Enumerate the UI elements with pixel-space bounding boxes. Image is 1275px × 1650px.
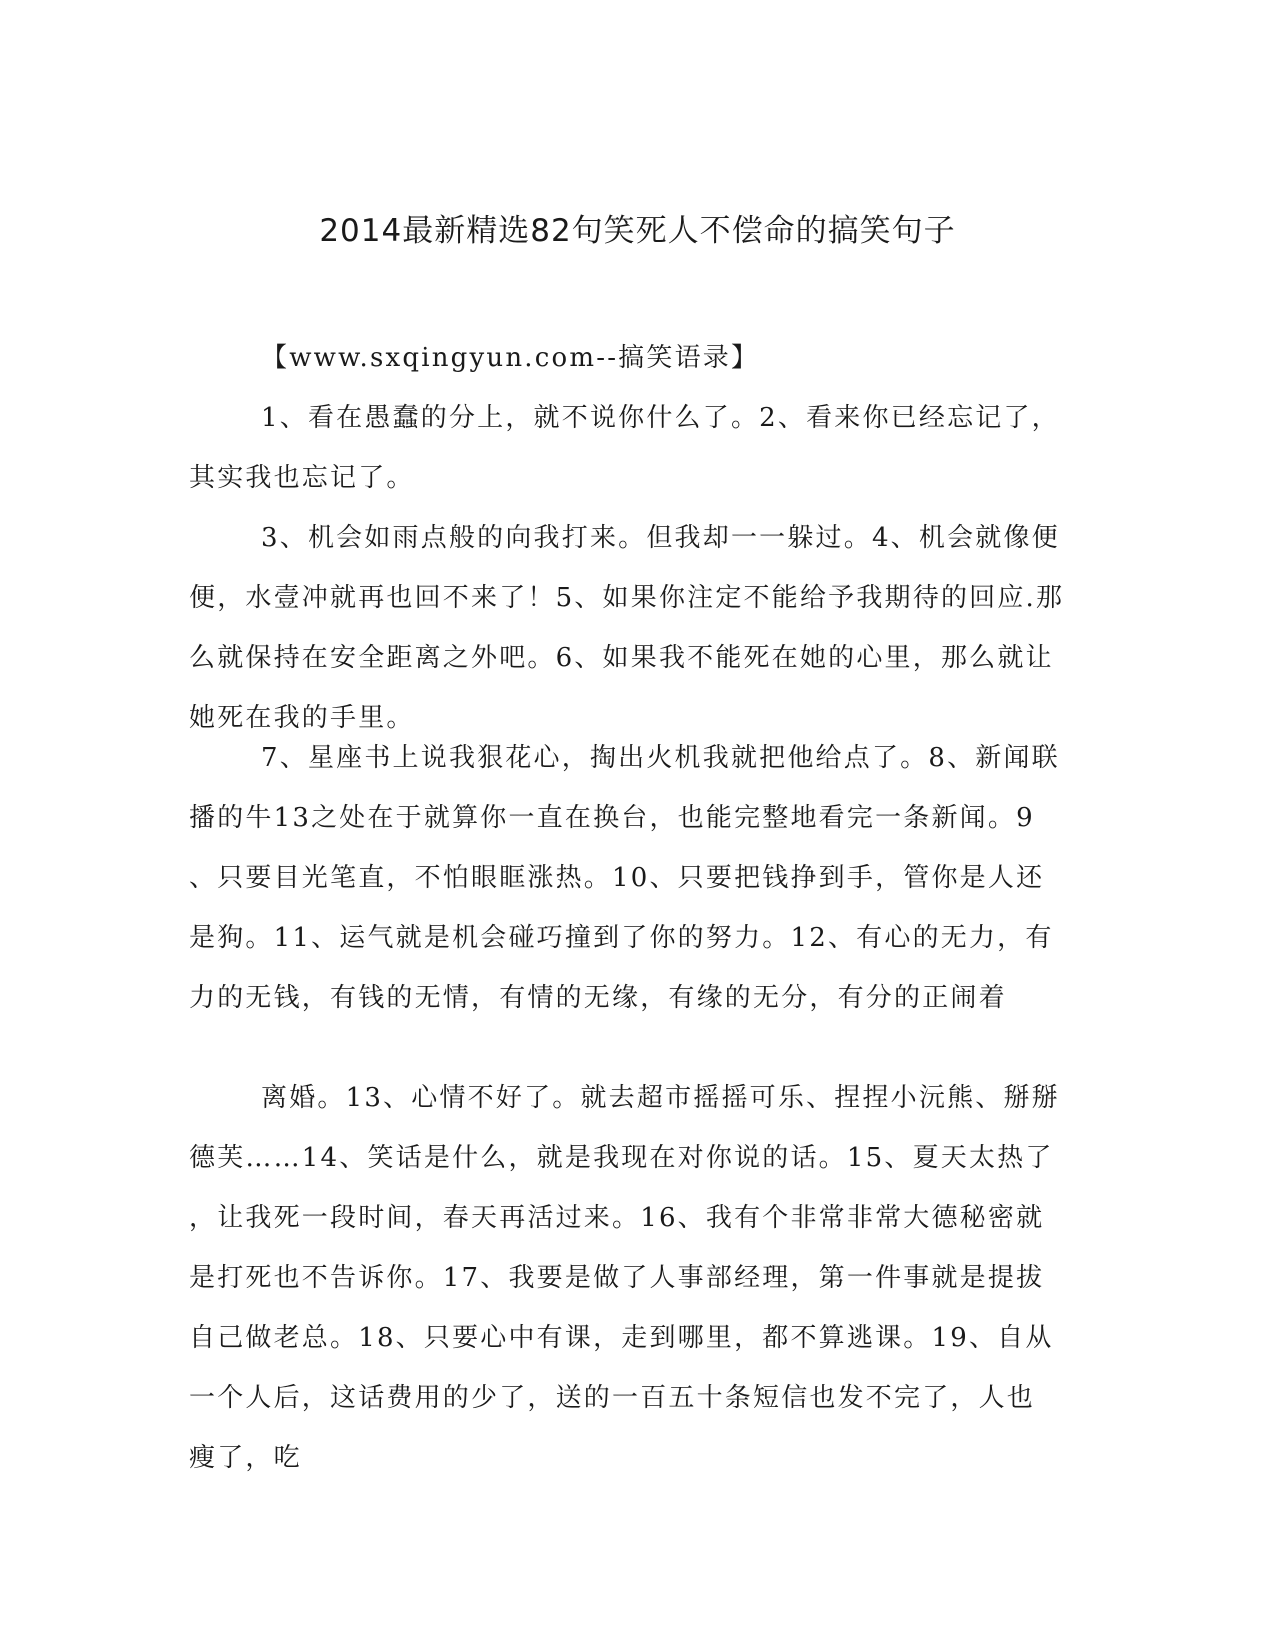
paragraph-line: 7、星座书上说我狠花心，掏出火机我就把他给点了。8、新闻联 (261, 743, 1060, 773)
paragraph-line: 播的牛13之处在于就算你一直在换台，也能完整地看完一条新闻。9 (189, 803, 1035, 833)
paragraph-line: 便，水壹冲就再也回不来了！5、如果你注定不能给予我期待的回应.那 (189, 583, 1065, 613)
paragraph-3 (189, 728, 1089, 1028)
paragraph-2 (189, 508, 1089, 748)
source-line (189, 328, 1089, 388)
paragraph-4 (189, 1068, 1089, 1488)
paragraph-line: 是打死也不告诉你。17、我要是做了人事部经理，第一件事就是提拔 (189, 1263, 1045, 1293)
paragraph-line: 么就保持在安全距离之外吧。6、如果我不能死在她的心里，那么就让 (189, 643, 1054, 673)
paragraph-line: 离婚。13、心情不好了。就去超市摇摇可乐、捏捏小沅熊、掰掰 (261, 1083, 1060, 1113)
paragraph-line: 她死在我的手里。 (189, 703, 415, 733)
paragraph-line: 1、看在愚蠢的分上，就不说你什么了。2、看来你已经忘记了， (261, 403, 1060, 433)
paragraph-line: 是狗。11、运气就是机会碰巧撞到了你的努力。12、有心的无力，有 (189, 923, 1054, 953)
paragraph-1 (189, 388, 1089, 508)
paragraph-line: 德芙……14、笑话是什么，就是我现在对你说的话。15、夏天太热了 (189, 1143, 1054, 1173)
paragraph-line: 其实我也忘记了。 (189, 463, 415, 493)
document-title: 2014最新精选82句笑死人不偿命的搞笑句子 (319, 213, 956, 249)
paragraph-line: 自己做老总。18、只要心中有课，走到哪里，都不算逃课。19、自从 (189, 1323, 1054, 1353)
paragraph-line: 一个人后，这话费用的少了，送的一百五十条短信也发不完了，人也 (189, 1383, 1036, 1413)
paragraph-line: 3、机会如雨点般的向我打来。但我却一一躲过。4、机会就像便 (261, 523, 1060, 553)
paragraph-line: 瘦了，吃 (189, 1443, 302, 1473)
paragraph-line: 力的无钱，有钱的无情，有情的无缘，有缘的无分，有分的正闹着 (189, 983, 1007, 1013)
paragraph-line: 、只要目光笔直，不怕眼眶涨热。10、只要把钱挣到手，管你是人还 (189, 863, 1045, 893)
paragraph-line: ，让我死一段时间，春天再活过来。16、我有个非常非常大德秘密就 (189, 1203, 1045, 1233)
source-text: 【www.sxqingyun.com--搞笑语录】 (261, 343, 760, 373)
